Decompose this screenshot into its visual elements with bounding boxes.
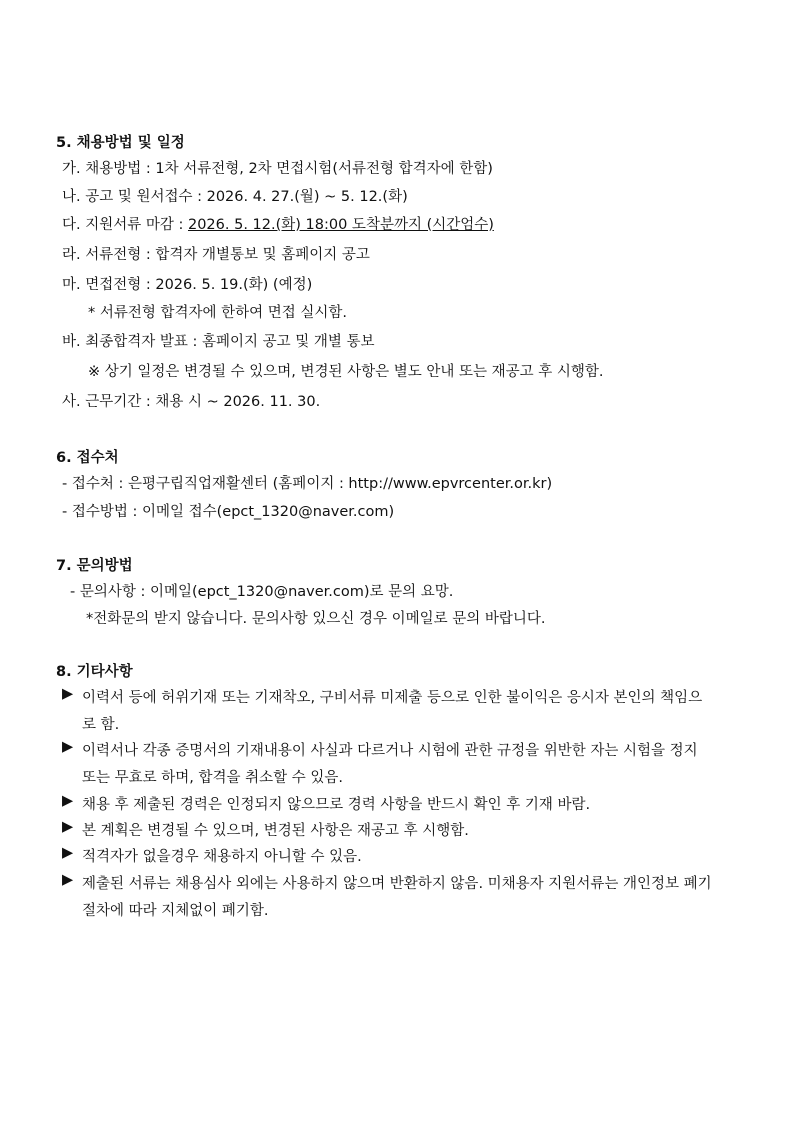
- deadline-value: 2026. 5. 12.(화) 18:00 도착분까지 (시간엄수): [187, 217, 494, 233]
- other-item-3: 채용 후 제출된 경력은 인정되지 않으므로 경력 사항을 반드시 확인 후 기재 바람.: [82, 797, 591, 813]
- bullet-icon: ▶: [62, 819, 74, 835]
- inquiry-note: *전화문의 받지 않습니다. 문의사항 있으신 경우 이메일로 문의 바랍니다.: [86, 611, 546, 627]
- schedule-item-ra: 라. 서류전형 : 합격자 개별통보 및 홈페이지 공고: [62, 247, 370, 263]
- other-item-4: 본 계획은 변경될 수 있으며, 변경된 사항은 재공고 후 시행함.: [82, 823, 469, 839]
- other-item-5: 적격자가 없을경우 채용하지 아니할 수 있음.: [82, 849, 362, 865]
- schedule-item-ma: 마. 면접전형 : 2026. 5. 19.(화) (예정): [62, 277, 313, 293]
- section-6-title: 6. 접수처: [56, 450, 119, 466]
- schedule-item-da: [62, 213, 494, 234]
- section-5-title: 5. 채용방법 및 일정: [56, 135, 185, 151]
- schedule-item-sa: 사. 근무기간 : 채용 시 ~ 2026. 11. 30.: [62, 394, 321, 410]
- other-item-6-line-2: 절차에 따라 지체없이 폐기함.: [82, 903, 269, 919]
- schedule-item-na: 나. 공고 및 원서접수 : 2026. 4. 27.(월) ~ 5. 12.(화): [62, 189, 408, 205]
- deadline-label: 다. 지원서류 마감 :: [62, 217, 188, 233]
- other-item-2-line-2: 또는 무효로 하며, 합격을 취소할 수 있음.: [82, 770, 343, 786]
- other-item-1-line-1: 이력서 등에 허위기재 또는 기재착오, 구비서류 미제출 등으로 인한 불이익은 응시자 본인의 책임으: [82, 690, 703, 706]
- schedule-item-ba: 바. 최종합격자 발표 : 홈페이지 공고 및 개별 통보: [62, 334, 375, 350]
- section-8-title: 8. 기타사항: [56, 664, 133, 680]
- section-7-title: 7. 문의방법: [56, 558, 133, 574]
- inquiry-text: - 문의사항 : 이메일(epct_1320@naver.com)로 문의 요망.: [70, 584, 454, 600]
- schedule-change-note: ※ 상기 일정은 변경될 수 있으며, 변경된 사항은 별도 안내 또는 재공고 후 시행함.: [88, 364, 604, 380]
- bullet-icon: ▶: [62, 739, 74, 755]
- bullet-icon: ▶: [62, 686, 74, 702]
- other-item-2-line-1: 이력서나 각종 증명서의 기재내용이 사실과 다르거나 시험에 관한 규정을 위반한 자는 시험을 정지: [82, 743, 698, 759]
- other-item-6-line-1: 제출된 서류는 채용심사 외에는 사용하지 않으며 반환하지 않음. 미채용자 지원서류는 개인정보 폐기: [82, 876, 712, 892]
- bullet-icon: ▶: [62, 872, 74, 888]
- schedule-item-ga: 가. 채용방법 : 1차 서류전형, 2차 면접시험(서류전형 합격자에 한함): [62, 161, 493, 177]
- reception-place: - 접수처 : 은평구립직업재활센터 (홈페이지 : http://www.epvrcenter.or.kr): [62, 476, 553, 492]
- reception-method: - 접수방법 : 이메일 접수(epct_1320@naver.com): [62, 504, 395, 520]
- bullet-icon: ▶: [62, 793, 74, 809]
- interview-note: * 서류전형 합격자에 한하여 면접 실시함.: [88, 305, 348, 321]
- other-item-1-line-2: 로 함.: [82, 717, 120, 733]
- bullet-icon: ▶: [62, 845, 74, 861]
